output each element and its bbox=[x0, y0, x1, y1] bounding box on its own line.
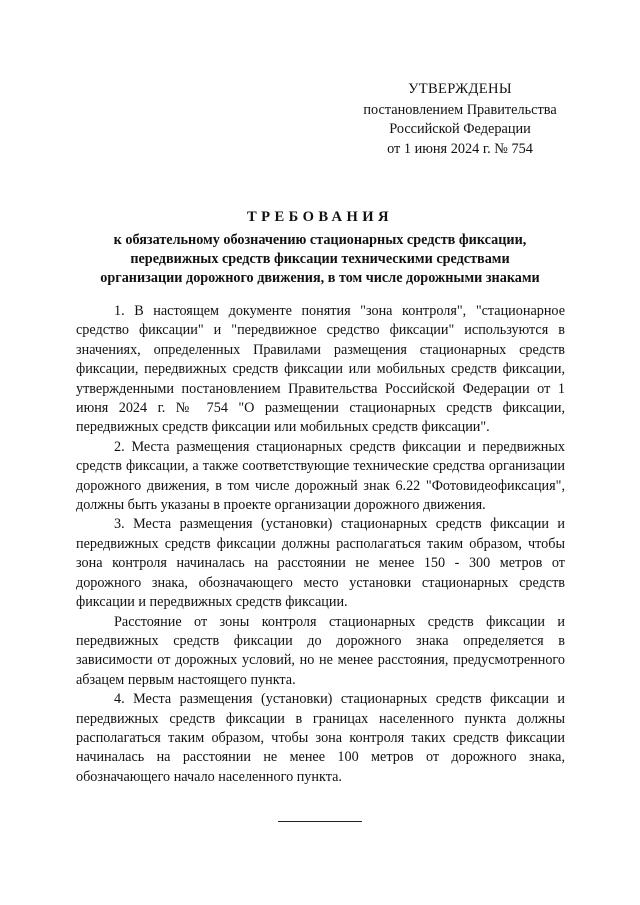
paragraph-4: 4. Места размещения (установки) стационарных средств фиксации и передвижных средств фиксации в границах населенного пункта должны располагаться таким образом, чтобы зона контроля таких средств фиксации начиналась на расстоянии не менее 100 метров от дорожного знака, обозначающего начало населенного пункта. bbox=[76, 691, 565, 785]
document-title: ТРЕБОВАНИЯ bbox=[247, 209, 393, 225]
approval-line: постановлением Правительства bbox=[363, 101, 557, 118]
paragraph-2: 2. Места размещения стационарных средств фиксации и передвижных средств фиксации, а также соответствующие технические средства организации дорожного движения, в том числе дорожный знак 6.22 "Фотовидеофиксация", должны быть указаны в проекте организации дорожного движения. bbox=[76, 438, 565, 514]
paragraph-3-continued: Расстояние от зоны контроля стационарных средств фиксации и передвижных средств фиксации до дорожного знака определяется в зависимости от дорожных условий, но не менее расстояния, предусмотренного абзацем первым настоящего пункта. bbox=[76, 613, 565, 688]
approval-heading: УТВЕРЖДЕНЫ bbox=[408, 81, 512, 97]
approval-line: от 1 июня 2024 г. № 754 bbox=[387, 140, 533, 157]
approval-line: Российской Федерации bbox=[389, 121, 531, 137]
subtitle-line: организации дорожного движения, в том числе дорожными знаками bbox=[100, 270, 540, 286]
document-body bbox=[76, 302, 565, 787]
subtitle-line: к обязательному обозначению стационарных средств фиксации, bbox=[113, 232, 527, 248]
document-subtitle bbox=[70, 231, 570, 288]
paragraph-1: 1. В настоящем документе понятия "зона контроля", "стационарное средство фиксации" и "передвижное средство фиксации" используются в значениях, определенных Правилами размещения стационарных средств фиксации, передвижных средств фиксации или мобильных средств фиксации, утвержденными постановлением Правительства Российской Федерации от 1 июня 2024 г. № 754 "О размещении стационарных средств фиксации, передвижных средств фиксации или мобильных средств фиксации". bbox=[76, 303, 565, 436]
subtitle-line: передвижных средств фиксации техническими средствами bbox=[130, 251, 510, 267]
paragraph-3: 3. Места размещения (установки) стационарных средств фиксации и передвижных средств фиксации должны располагаться таким образом, чтобы зона контроля начиналась на расстоянии не менее 150 - 300 метров от дорожного знака, обозначающего место установки стационарных средств фиксации и передвижных средств фиксации. bbox=[76, 516, 565, 611]
end-divider bbox=[278, 821, 362, 822]
approval-block bbox=[340, 80, 580, 159]
